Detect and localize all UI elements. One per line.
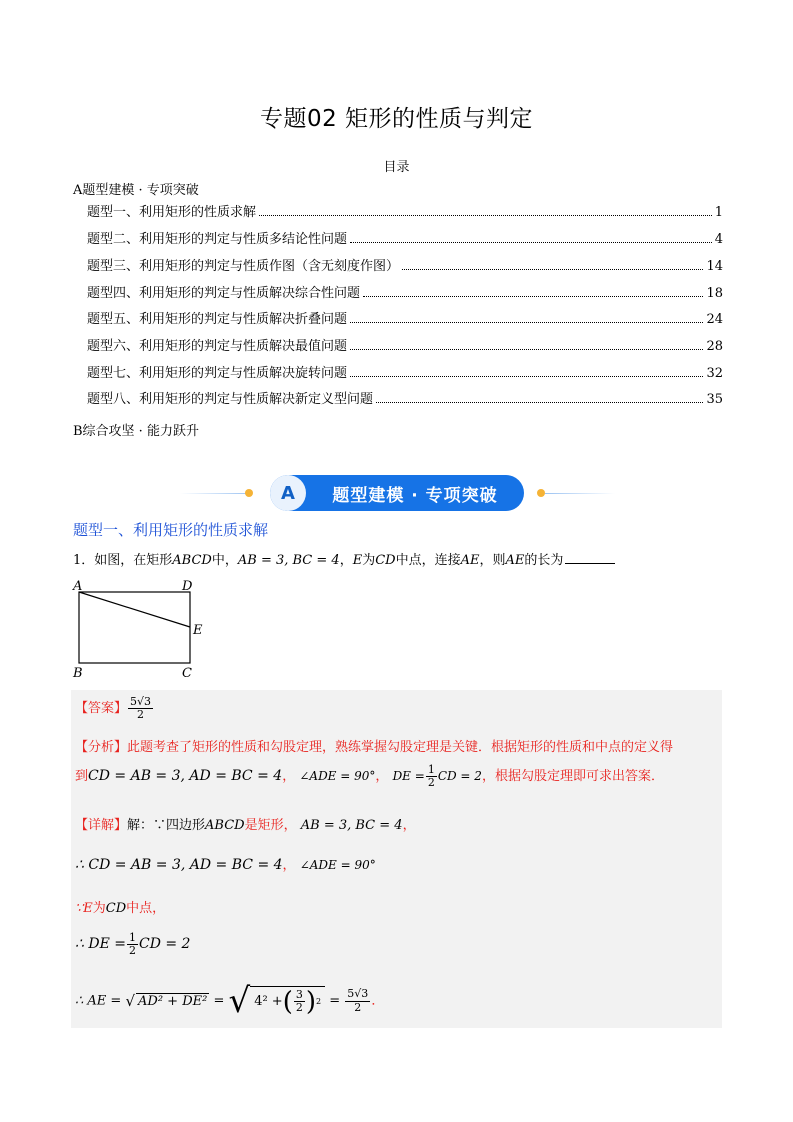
question-type-heading: 题型一、利用矩形的性质求解 <box>73 521 269 539</box>
detail-row-4: ∴ DE = $\frac{1}{2}$ CD = 2 <box>75 931 191 958</box>
toc-item-page: 24 <box>706 312 723 327</box>
question-1: 1．如图，在矩形ABCD中，AB = 3, BC = 4，E为CD中点，连接AE，则AE的长为 <box>73 549 615 568</box>
rectangle-figure <box>70 576 210 680</box>
label-c: C <box>182 666 192 680</box>
toc-section-b[interactable]: B综合攻坚 · 能力跃升 <box>73 424 199 439</box>
toc-item-4[interactable] <box>87 282 723 301</box>
toc-item-7[interactable] <box>87 362 723 381</box>
banner-text: 题型建模 · 专项突破 <box>332 485 498 506</box>
toc-leader <box>350 376 703 377</box>
toc-item-5[interactable] <box>87 308 723 327</box>
toc-heading: 目录 <box>383 160 410 175</box>
detail-row-3: ∵E为CD中点， <box>75 901 166 916</box>
detail-row-2: ∴ CD = AB = 3, AD = BC = 4， ∠ADE = 90° <box>75 857 376 873</box>
analysis-row-2: 到CD = AB = 3, AD = BC = 4， ∠ADE = 90°， DE = $\frac{1}{2}$ CD = 2，根据勾股定理即可求出答案． <box>75 763 664 790</box>
toc-item-page: 35 <box>706 392 723 407</box>
toc-item-page: 32 <box>706 366 723 381</box>
banner-dot-left <box>245 489 253 497</box>
toc-leader <box>259 215 712 216</box>
toc-leader <box>376 402 703 403</box>
radical-1: √ AD² + DE² <box>125 992 208 1010</box>
toc-item-2[interactable] <box>87 228 723 247</box>
toc-item-label: 题型一、利用矩形的性质求解 <box>87 205 257 220</box>
page-title: 专题02 矩形的性质与判定 <box>259 106 534 132</box>
toc-item-page: 18 <box>706 286 723 301</box>
segment-ae <box>79 592 190 627</box>
toc-item-label: 题型七、利用矩形的判定与性质解决旋转问题 <box>87 366 348 381</box>
toc-item-3[interactable] <box>87 255 723 274</box>
rectangle-abcd <box>79 592 190 663</box>
label-e: E <box>193 623 203 638</box>
toc-leader <box>350 242 712 243</box>
toc-item-page: 4 <box>714 232 723 247</box>
toc-item-page: 1 <box>714 205 723 220</box>
analysis-row-1: 【分析】此题考查了矩形的性质和勾股定理，熟练掌握勾股定理是关键．根据矩形的性质和中点的定义得 <box>75 740 674 755</box>
toc-item-page: 14 <box>706 259 723 274</box>
toc-item-page: 28 <box>706 339 723 354</box>
solution-box <box>71 690 722 1028</box>
toc-item-6[interactable] <box>87 335 723 354</box>
toc-item-label: 题型二、利用矩形的判定与性质多结论性问题 <box>87 232 348 247</box>
toc-item-label: 题型三、利用矩形的判定与性质作图（含无刻度作图） <box>87 259 400 274</box>
toc-leader <box>350 322 703 323</box>
answer-row: 【答案】 $\frac{5√3}{2}$ <box>75 695 152 722</box>
detail-row-1: 【详解】解：∵四边形ABCD是矩形， AB = 3, BC = 4， <box>75 818 416 833</box>
banner-letter: A <box>270 475 306 511</box>
toc-item-label: 题型五、利用矩形的判定与性质解决折叠问题 <box>87 312 348 327</box>
toc-item-1[interactable] <box>87 201 723 220</box>
toc-item-label: 题型四、利用矩形的判定与性质解决综合性问题 <box>87 286 361 301</box>
answer-fraction: $\frac{5√3}{2}$ <box>130 695 152 722</box>
section-banner <box>270 475 524 511</box>
label-a: A <box>73 579 83 594</box>
banner-dot-right <box>537 489 545 497</box>
toc-item-8[interactable] <box>87 388 723 407</box>
label-b: B <box>73 666 83 680</box>
toc-item-label: 题型六、利用矩形的判定与性质解决最值问题 <box>87 339 348 354</box>
banner-line-left <box>180 493 250 494</box>
banner-line-right <box>545 493 615 494</box>
detail-row-5: ∴ AE = √ AD² + DE² = √ 4² + ( $\frac{3}{2}$ ) 2 = $\frac{5√3}{2}$ ． <box>75 981 385 1021</box>
answer-blank[interactable] <box>565 552 615 564</box>
toc-leader <box>350 349 703 350</box>
toc-item-label: 题型八、利用矩形的判定与性质解决新定义型问题 <box>87 392 374 407</box>
radical-2: √ 4² + ( $\frac{3}{2}$ ) 2 <box>229 984 326 1018</box>
toc-section-a[interactable]: A题型建模 · 专项突破 <box>73 183 199 198</box>
toc-leader <box>402 269 703 270</box>
label-d: D <box>182 579 193 594</box>
toc-leader <box>363 296 703 297</box>
